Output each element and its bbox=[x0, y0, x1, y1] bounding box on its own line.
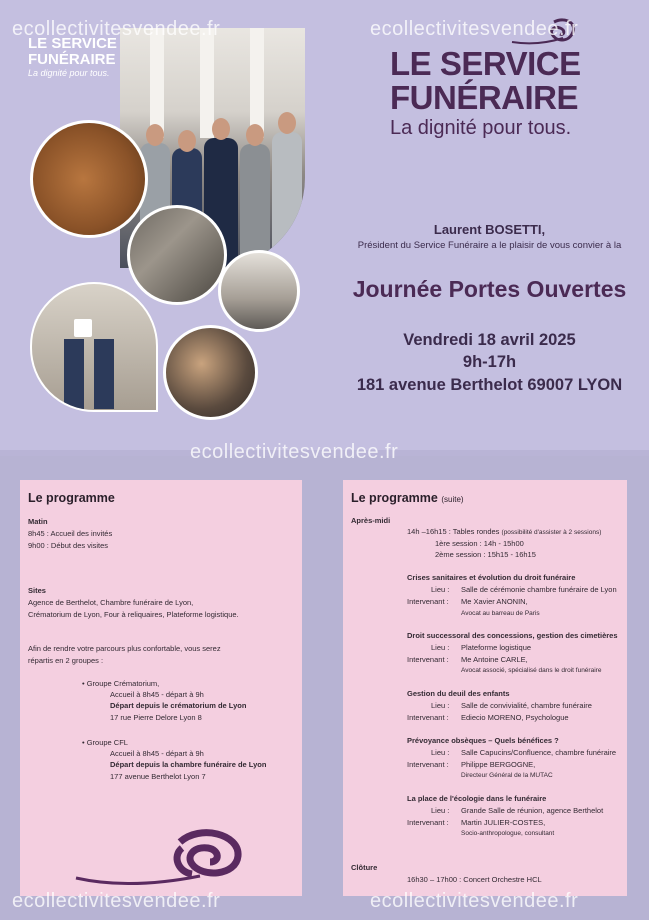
cloture-heading: Clôture bbox=[351, 863, 378, 872]
ceremony-room-photo bbox=[218, 250, 300, 332]
lieu-label: Lieu : bbox=[431, 643, 450, 652]
invitation-cover bbox=[0, 0, 649, 450]
lieu-value: Salle Capucins/Confluence, chambre funéraire bbox=[461, 748, 617, 757]
group-line: 177 avenue Berthelot Lyon 7 bbox=[110, 772, 206, 781]
event-hours: 9h-17h bbox=[462, 353, 517, 371]
session-line: 1ère session : 14h - 15h00 bbox=[435, 539, 524, 548]
event-date: Vendredi 18 avril 2025 bbox=[403, 331, 576, 349]
group-line: Accueil à 8h45 - départ à 9h bbox=[110, 749, 204, 758]
host-name: Laurent BOSETTI, bbox=[433, 222, 546, 237]
group-line: Accueil à 8h45 - départ à 9h bbox=[110, 690, 204, 699]
sites-heading: Sites bbox=[28, 586, 46, 595]
program-panel-right bbox=[343, 480, 627, 896]
session-title: Crises sanitaires et évolution du droit funéraire bbox=[407, 573, 576, 582]
speaker-label: Intervenant : bbox=[407, 597, 449, 606]
speaker-value: Me Antoine CARLE, bbox=[461, 655, 528, 664]
lieu-value: Salle de cérémonie chambre funéraire de Lyon bbox=[461, 585, 617, 594]
intro-line: Afin de rendre votre parcours plus confortable, vous serez bbox=[28, 644, 221, 653]
cloture-line: 16h30 – 17h00 : Concert Orchestre HCL bbox=[407, 875, 542, 884]
event-address: 181 avenue Berthelot 69007 LYON bbox=[356, 376, 623, 394]
speaker-value: Martin JULIER-COSTES, bbox=[461, 818, 546, 827]
speaker-role: Avocat au barreau de Paris bbox=[461, 610, 540, 617]
speaker-role: Socio-anthropologue, consultant bbox=[461, 830, 555, 837]
speaker-label: Intervenant : bbox=[407, 818, 449, 827]
panel-title: Le programme (suite) bbox=[351, 491, 464, 505]
event-title: Journée Portes Ouvertes bbox=[352, 276, 627, 302]
lieu-label: Lieu : bbox=[431, 585, 450, 594]
speaker-value: Me Xavier ANONIN, bbox=[461, 597, 528, 606]
rose-icon bbox=[70, 826, 250, 890]
matin-line: 8h45 : Accueil des invités bbox=[28, 529, 113, 538]
host-subtitle: Président du Service Funéraire a le plaisir de vous convier à la bbox=[357, 240, 622, 251]
group-line: 17 rue Pierre Delore Lyon 8 bbox=[110, 713, 202, 722]
speaker-value: Ediecio MORENO, Psychologue bbox=[461, 713, 569, 722]
speaker-value: Philippe BERGOGNE, bbox=[461, 760, 536, 769]
speaker-label: Intervenant : bbox=[407, 760, 449, 769]
session-title: Droit successoral des concessions, gestion des cimetières bbox=[407, 631, 618, 640]
watermark-text: ecollectivitesvendee.fr bbox=[12, 18, 221, 40]
sites-line: Crématorium de Lyon, Four à reliquaires, Plateforme logistique. bbox=[28, 610, 239, 619]
session-line: 2ème session : 15h15 - 16h15 bbox=[435, 550, 536, 559]
lieu-value: Plateforme logistique bbox=[461, 643, 532, 652]
speaker-role: Directeur Général de la MUTAC bbox=[461, 772, 553, 779]
hands-photo bbox=[30, 120, 148, 238]
speaker-label: Intervenant : bbox=[407, 655, 449, 664]
machinery-photo bbox=[127, 205, 227, 305]
session-title: La place de l'écologie dans le funéraire bbox=[407, 794, 547, 803]
sites-line: Agence de Berthelot, Chambre funéraire de Lyon, bbox=[28, 598, 194, 607]
lieu-label: Lieu : bbox=[431, 806, 450, 815]
apm-heading: Après-midi bbox=[351, 516, 391, 525]
speaker-role: Avocat associé, spécialisé dans le droit funéraire bbox=[461, 667, 602, 674]
speaker-label: Intervenant : bbox=[407, 713, 449, 722]
group-title: • Groupe Crématorium, bbox=[82, 679, 160, 688]
lieu-label: Lieu : bbox=[431, 701, 450, 710]
group-line: Départ depuis le crématorium de Lyon bbox=[110, 701, 247, 710]
session-title: Gestion du deuil des enfants bbox=[407, 689, 510, 698]
rose-hand-photo bbox=[163, 325, 258, 420]
group-line: Départ depuis la chambre funéraire de Lyon bbox=[110, 760, 267, 769]
lieu-value: Grande Salle de réunion, agence Berthelot bbox=[461, 806, 604, 815]
brand-logo: LE SERVICE FUNÉRAIRE La dignité pour tous. bbox=[390, 45, 581, 139]
entrance-photo bbox=[30, 282, 158, 412]
matin-heading: Matin bbox=[28, 517, 48, 526]
lieu-value: Salle de convivialité, chambre funéraire bbox=[461, 701, 592, 710]
watermark-text: ecollectivitesvendee.fr bbox=[370, 890, 579, 912]
session-title: Prévoyance obsèques – Quels bénéfices ? bbox=[407, 736, 559, 745]
intro-line: répartis en 2 groupes : bbox=[28, 656, 104, 665]
matin-line: 9h00 : Début des visites bbox=[28, 541, 109, 550]
tables-line: 14h –16h15 : Tables rondes (possibilité d'assister à 2 sessions) bbox=[407, 527, 602, 536]
watermark-text: ecollectivitesvendee.fr bbox=[12, 890, 221, 912]
panel-title: Le programme bbox=[28, 491, 115, 505]
group-title: • Groupe CFL bbox=[82, 738, 128, 747]
lieu-label: Lieu : bbox=[431, 748, 450, 757]
logo-small: LE SERVICE FUNÉRAIRE La dignité pour tous. bbox=[28, 35, 117, 78]
watermark-text: ecollectivitesvendee.fr bbox=[370, 18, 579, 40]
watermark-text: ecollectivitesvendee.fr bbox=[190, 441, 399, 463]
